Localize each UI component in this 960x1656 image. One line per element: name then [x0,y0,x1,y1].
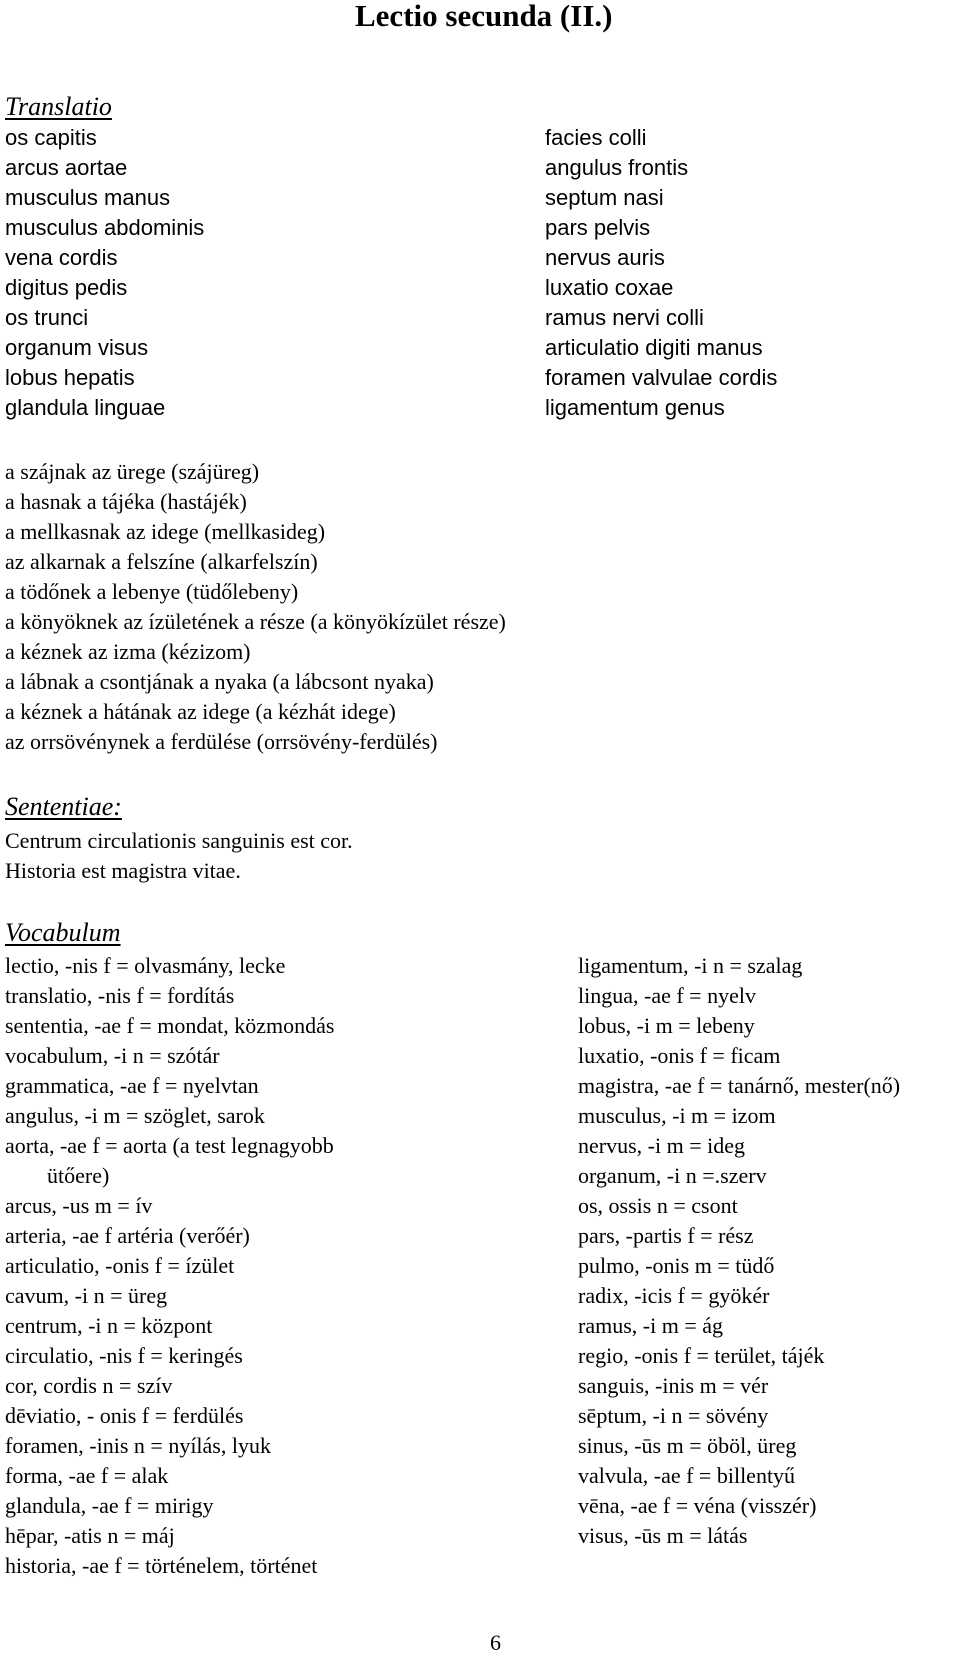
list-item: a lábnak a csontjának a nyaka (a lábcsont nyaka) [5,669,434,694]
list-item: a kéznek az izma (kézizom) [5,639,251,664]
list-item: a hasnak a tájéka (hastájék) [5,489,247,514]
vocab-entry: arcus, -us m = ív [5,1193,153,1218]
vocab-entry: os, ossis n = csont [578,1193,738,1218]
list-item: lobus hepatis [5,365,135,390]
vocabulum-right-list [578,951,900,1551]
vocab-entry: radix, -icis f = gyökér [578,1283,770,1308]
vocab-entry: sēptum, -i n = sövény [578,1403,769,1428]
list-item: a tödőnek a lebenye (tüdőlebeny) [5,579,299,604]
vocab-entry: glandula, -ae f = mirigy [5,1493,214,1518]
list-item: a könyöknek az ízületének a része (a könyökízület része) [5,609,506,634]
vocab-entry: circulatio, -nis f = keringés [5,1343,243,1368]
vocab-entry: historia, -ae f = történelem, történet [5,1553,318,1578]
vocab-entry: pars, -partis f = rész [578,1223,754,1248]
vocab-entry: sententia, -ae f = mondat, közmondás [5,1013,335,1038]
vocab-entry: lobus, -i m = lebeny [578,1013,755,1038]
vocab-entry: sinus, -ūs m = öböl, üreg [578,1433,797,1458]
list-item: septum nasi [545,185,664,210]
vocab-entry: organum, -i n =.szerv [578,1163,767,1188]
vocab-entry: cavum, -i n = üreg [5,1283,168,1308]
list-item: os trunci [5,305,89,330]
vocab-entry: foramen, -inis n = nyílás, lyuk [5,1433,271,1458]
list-item: articulatio digiti manus [545,335,763,360]
translatio-right-list [545,123,777,423]
vocab-entry: lingua, -ae f = nyelv [578,983,756,1008]
vocab-entry: ramus, -i m = ág [578,1313,723,1338]
list-item: glandula linguae [5,395,166,420]
vocab-entry: articulatio, -onis f = ízület [5,1253,235,1278]
list-item: vena cordis [5,245,118,270]
vocab-entry: regio, -onis f = terület, tájék [578,1343,825,1368]
vocab-entry: vēna, -ae f = véna (visszér) [578,1493,817,1518]
vocab-entry: lectio, -nis f = olvasmány, lecke [5,953,286,978]
list-item: os capitis [5,125,97,150]
vocabulum-heading: Vocabulum [5,918,121,947]
list-item: arcus aortae [5,155,128,180]
page-title: Lectio secunda (II.) [355,0,613,33]
vocab-entry: ligamentum, -i n = szalag [578,953,803,978]
vocab-entry: translatio, -nis f = fordítás [5,983,235,1008]
list-item: az alkarnak a felszíne (alkarfelszín) [5,549,318,574]
vocab-entry: visus, -ūs m = látás [578,1523,748,1548]
vocab-entry: grammatica, -ae f = nyelvtan [5,1073,259,1098]
hungarian-phrase-list [5,457,506,757]
list-item: pars pelvis [545,215,651,240]
vocabulum-left-list [5,951,334,1581]
list-item: ligamentum genus [545,395,725,420]
list-item: facies colli [545,125,647,150]
sentence: Historia est magistra vitae. [5,858,241,883]
vocab-entry: pulmo, -onis m = tüdő [578,1253,775,1278]
vocab-entry: angulus, -i m = szöglet, sarok [5,1103,265,1128]
vocab-entry: luxatio, -onis f = ficam [578,1043,781,1068]
list-item: nervus auris [545,245,665,270]
list-item: organum visus [5,335,149,360]
list-item: digitus pedis [5,275,128,300]
vocab-entry: nervus, -i m = ideg [578,1133,745,1158]
list-item: angulus frontis [545,155,689,180]
list-item: a mellkasnak az idege (mellkasideg) [5,519,326,544]
translatio-heading: Translatio [5,92,112,121]
vocab-entry: vocabulum, -i n = szótár [5,1043,220,1068]
list-item: luxatio coxae [545,275,674,300]
list-item: a kéznek a hátának az idege (a kézhát idege) [5,699,396,724]
sentence: Centrum circulationis sanguinis est cor. [5,828,353,853]
vocab-entry: sanguis, -inis m = vér [578,1373,769,1398]
vocab-entry: centrum, -i n = központ [5,1313,213,1338]
translatio-left-list [5,123,204,423]
list-item: foramen valvulae cordis [545,365,778,390]
list-item: a szájnak az ürege (szájüreg) [5,459,260,484]
vocab-entry-continuation: ütőere) [47,1163,110,1188]
vocab-entry: arteria, -ae f artéria (verőér) [5,1223,250,1248]
sententiae-heading: Sententiae: [5,792,122,821]
sententiae-list [5,826,353,886]
vocab-entry: magistra, -ae f = tanárnő, mester(nő) [578,1073,901,1098]
list-item: ramus nervi colli [545,305,704,330]
vocab-entry: aorta, -ae f = aorta (a test legnagyobb [5,1133,334,1158]
vocab-entry: hēpar, -atis n = máj [5,1523,175,1548]
vocab-entry: cor, cordis n = szív [5,1373,173,1398]
vocab-entry: valvula, -ae f = billentyű [578,1463,796,1488]
vocab-entry: dēviatio, - onis f = ferdülés [5,1403,244,1428]
list-item: musculus abdominis [5,215,205,240]
vocab-entry: musculus, -i m = izom [578,1103,776,1128]
list-item: az orrsövénynek a ferdülése (orrsövény-ferdülés) [5,729,438,754]
vocab-entry: forma, -ae f = alak [5,1463,169,1488]
list-item: musculus manus [5,185,171,210]
page-number: 6 [490,1630,501,1655]
